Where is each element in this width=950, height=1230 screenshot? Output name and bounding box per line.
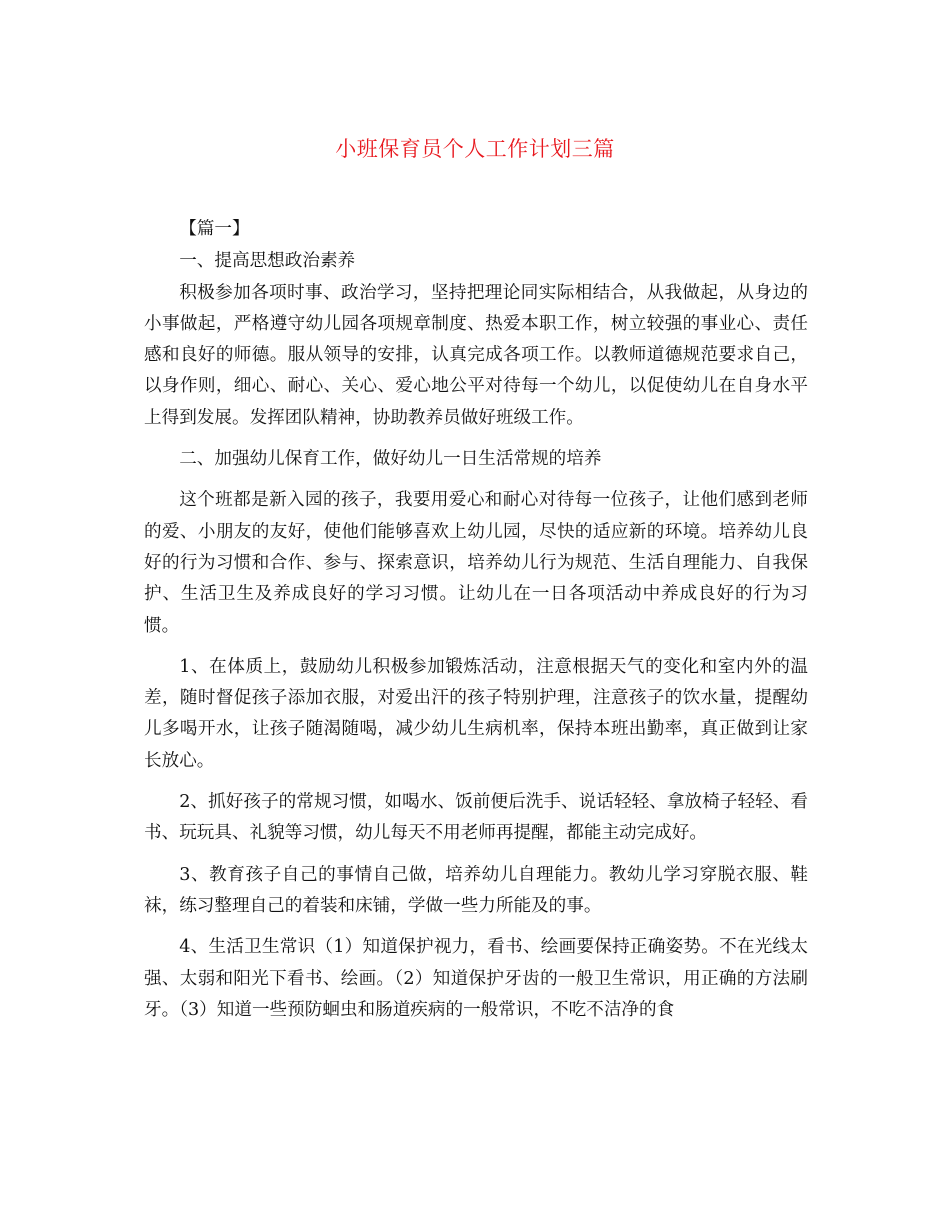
subheading-2: 二、加强幼儿保育工作，做好幼儿一日生活常规的培养 [179, 449, 602, 470]
paragraph-1: 积极参加各项时事、政治学习，坚持把理论同实际相结合，从我做起，从身边的小事做起，严格遵守幼儿园各项规章制度、热爱本职工作，树立较强的事业心、责任感和良好的师德。服从领导的安排，认真完成各项工作。以教师道德规范要求自己，以身作则，细心、耐心、关心、爱心地公平对待每一个幼儿，以促使幼儿在自身水平上得到发展。发挥团队精神，协助教养员做好班级工作。 [144, 282, 808, 428]
document-body [144, 214, 808, 1026]
list-item-1: 1、在体质上，鼓励幼儿积极参加锻炼活动，注意根据天气的变化和室内外的温差，随时督促孩子添加衣服，对爱出汗的孩子特别护理，注意孩子的饮水量，提醒幼儿多喝开水，让孩子随渴随喝，减少幼儿生病机率，保持本班出勤率，真正做到让家长放心。 [144, 656, 808, 771]
document-title: 小班保育员个人工作计划三篇 [335, 137, 615, 161]
section-heading-part-one: 【篇一】 [179, 219, 250, 239]
list-item-2: 2、抓好孩子的常规习惯，如喝水、饭前便后洗手、说话轻轻、拿放椅子轻轻、看书、玩玩具、礼貌等习惯，幼儿每天不用老师再提醒，都能主动完成好。 [144, 792, 808, 844]
list-item-4: 4、生活卫生常识（1）知道保护视力，看书、绘画要保持正确姿势。不在光线太强、太弱和阳光下看书、绘画。（2）知道保护牙齿的一般卫生常识，用正确的方法刷牙。（3）知道一些预防蛔虫和肠道疾病的一般常识，不吃不洁净的食 [144, 937, 808, 1020]
list-item-3: 3、教育孩子自己的事情自己做，培养幼儿自理能力。教幼儿学习穿脱衣服、鞋袜，练习整理自己的着装和床铺，学做一些力所能及的事。 [144, 864, 808, 916]
paragraph-2: 这个班都是新入园的孩子，我要用爱心和耐心对待每一位孩子，让他们感到老师的爱、小朋友的友好，使他们能够喜欢上幼儿园，尽快的适应新的环境。培养幼儿良好的行为习惯和合作、参与、探索意识，培养幼儿行为规范、生活自理能力、自我保护、生活卫生及养成良好的学习习惯。让幼儿在一日各项活动中养成良好的行为习惯。 [144, 490, 808, 636]
subheading-1: 一、提高思想政治素养 [179, 251, 356, 272]
